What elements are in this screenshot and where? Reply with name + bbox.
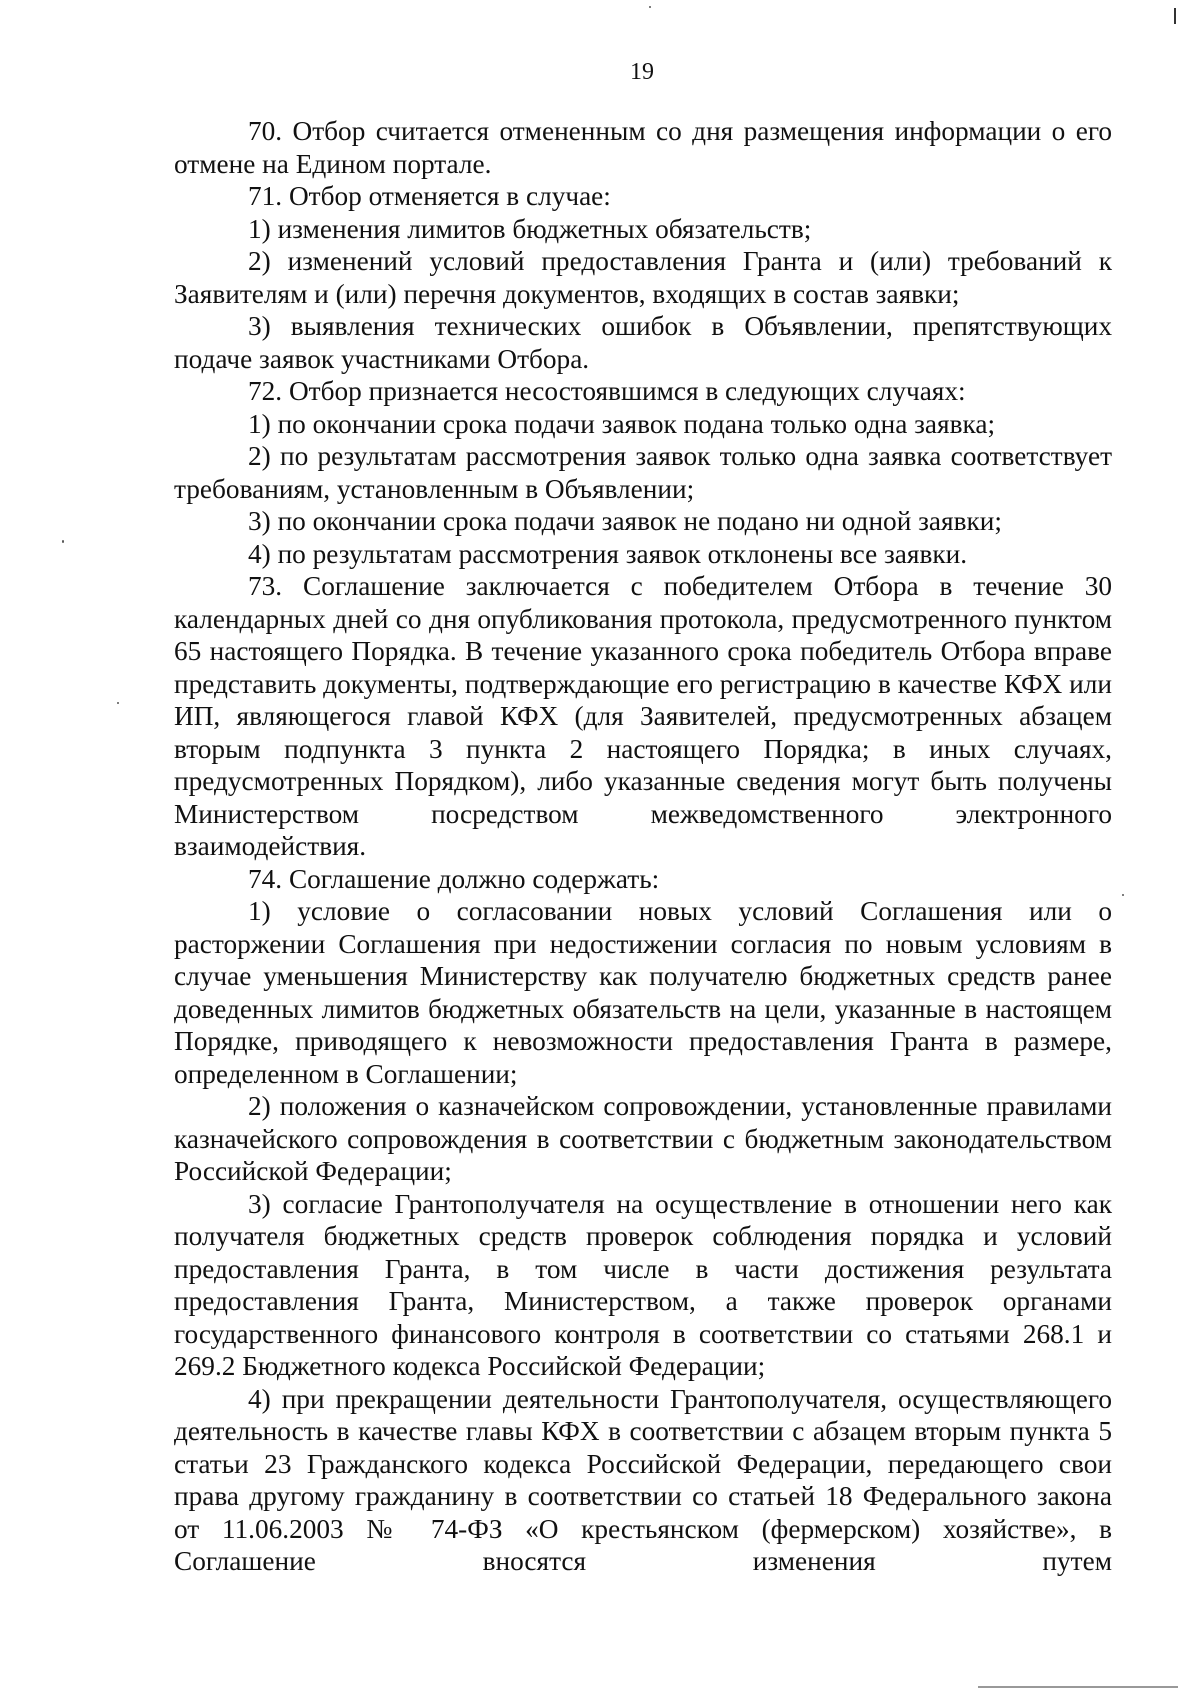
paragraph-72: 72. Отбор признается несостоявшимся в следующих случаях:: [248, 376, 966, 406]
paragraph-74-item-1: 1) условие о согласовании новых условий Соглашения или о расторжении Соглашения при недостижении согласия по новым условиям в случае уменьшения Министерству как получателю бюджетных средств ранее доведенных лимитов бюджетных обязательств на цели, указанные в настоящем Порядке, приводящего к невозможности предоставления Гранта в размере, определенном в Соглашении;: [174, 896, 1112, 1089]
paragraph-73: 73. Соглашение заключается с победителем Отбора в течение 30 календарных дней со дня опубликования протокола, предусмотренного пунктом 65 настоящего Порядка. В течение указанного срока победитель Отбора вправе представить документы, подтверждающие его регистрацию в качестве КФХ или ИП, являющегося главой КФХ (для Заявителей, предусмотренных абзацем вторым подпункта 3 пункта 2 настоящего Порядка; в иных случаях, предусмотренных Порядком), либо указанные сведения могут быть получены Министерством посредством межведомственного электронного взаимодействия.: [174, 571, 1112, 861]
document-body: [174, 115, 1112, 1578]
scan-edge-mark: [1174, 8, 1176, 24]
scan-speck: [62, 540, 64, 543]
paragraph-72-item-3: 3) по окончании срока подачи заявок не подано ни одной заявки;: [248, 506, 1002, 536]
paragraph-72-item-1: 1) по окончании срока подачи заявок подана только одна заявка;: [248, 408, 996, 439]
paragraph-71: 71. Отбор отменяется в случае:: [248, 181, 611, 211]
paragraph-74: 74. Соглашение должно содержать:: [248, 863, 660, 894]
scan-speck: [1122, 894, 1124, 896]
paragraph-72-item-4: 4) по результатам рассмотрения заявок отклонены все заявки.: [248, 538, 968, 569]
paragraph-74-item-2: 2) положения о казначейском сопровождении, установленные правилами казначейского сопровождения в соответствии с бюджетным законодательством Российской Федерации;: [174, 1091, 1112, 1186]
paragraph-71-item-2: 2) изменений условий предоставления Гранта и (или) требований к Заявителям и (или) перечня документов, входящих в состав заявки;: [174, 246, 1112, 309]
paragraph-74-item-4: 4) при прекращении деятельности Грантополучателя, осуществляющего деятельность в качестве главы КФХ в соответствии с абзацем вторым пункта 5 статьи 23 Гражданского кодекса Российской Федерации, передающего свои права другому гражданину в соответствии со статьей 18 Федерального закона от 11.06.2003 № 74-ФЗ «О крестьянском (фермерском) хозяйстве», в Соглашение вносятся изменения путем: [174, 1383, 1112, 1576]
paragraph-74-item-3: 3) согласие Грантополучателя на осуществление в отношении него как получателя бюджетных средств проверок соблюдения порядка и условий предоставления Гранта, в том числе в части достижения результата предоставления Гранта, Министерством, а также проверок органами государственного финансового контроля в соответствии со статьями 268.1 и 269.2 Бюджетного кодекса Российской Федерации;: [174, 1188, 1112, 1381]
scan-speck: [117, 702, 119, 704]
paragraph-71-item-3: 3) выявления технических ошибок в Объявлении, препятствующих подаче заявок участниками Отбора.: [174, 311, 1112, 374]
paragraph-71-item-1: 1) изменения лимитов бюджетных обязательств;: [248, 213, 812, 244]
scan-edge-mark: [978, 1686, 1178, 1688]
page-number: 19: [630, 59, 654, 85]
paragraph-70: 70. Отбор считается отмененным со дня размещения информации о его отмене на Едином портале.: [174, 116, 1112, 179]
paragraph-72-item-2: 2) по результатам рассмотрения заявок только одна заявка соответствует требованиям, установленным в Объявлении;: [174, 441, 1112, 504]
scan-speck: [649, 6, 651, 8]
